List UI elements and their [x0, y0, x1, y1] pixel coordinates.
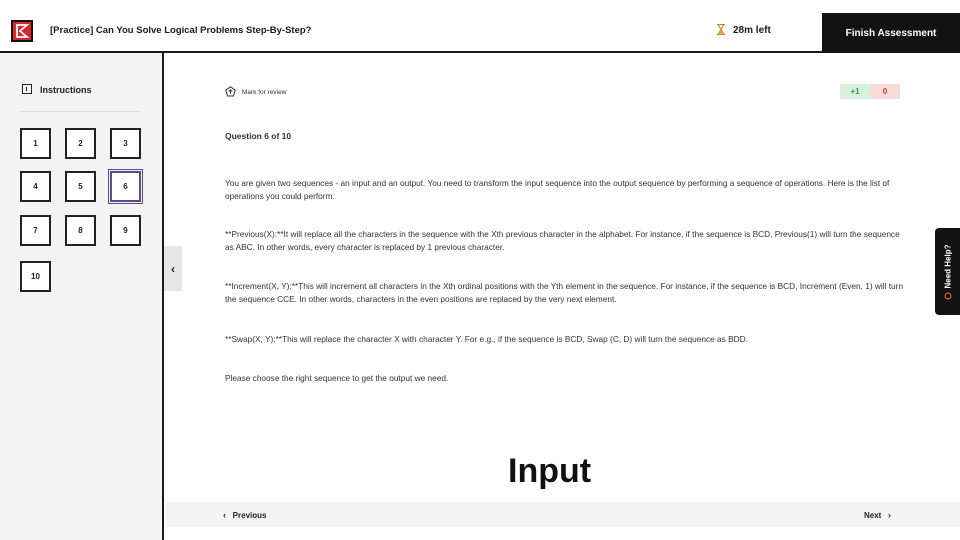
question-footer-nav [166, 502, 960, 527]
previous-label: Previous [232, 511, 267, 520]
negative-score-badge: 0 [870, 84, 900, 99]
brand-logo-icon[interactable] [11, 20, 33, 42]
question-nav-9[interactable]: 9 [110, 215, 141, 246]
chevron-right-icon: › [888, 510, 892, 520]
instructions-link[interactable] [22, 84, 92, 95]
timer-text: 28m left [733, 25, 771, 36]
previous-button[interactable] [223, 510, 266, 520]
instructions-label: Instructions [40, 85, 92, 95]
mark-for-review-button[interactable] [225, 86, 286, 97]
sidebar-divider [20, 111, 140, 112]
question-nav-1[interactable]: 1 [20, 128, 51, 159]
question-nav-7[interactable]: 7 [20, 215, 51, 246]
next-button[interactable] [864, 510, 891, 520]
time-remaining [717, 24, 771, 36]
question-nav-2[interactable]: 2 [65, 128, 96, 159]
question-sidebar [0, 53, 164, 540]
top-header [0, 0, 960, 53]
question-paragraph-prompt: Please choose the right sequence to get the output we need. [225, 373, 449, 383]
collapse-sidebar-button[interactable] [164, 246, 182, 291]
bookmark-pentagon-icon [225, 86, 236, 97]
question-nav-10[interactable]: 10 [20, 261, 51, 292]
assessment-title: [Practice] Can You Solve Logical Problems Step-By-Step? [50, 25, 312, 36]
info-icon [22, 84, 32, 94]
question-counter: Question 6 of 10 [225, 131, 292, 141]
next-label: Next [864, 511, 882, 520]
question-paragraph-swap: **Swap(X, Y):**This will replace the character X with character Y. For e.g., if the sequence is BCD, Swap (C, D) will turn the sequence as BDD. [225, 334, 748, 344]
question-nav-3[interactable]: 3 [110, 128, 141, 159]
input-heading: Input [508, 452, 592, 490]
need-help-label: Need Help? [943, 243, 952, 289]
chevron-left-icon: ‹ [171, 261, 175, 276]
mark-for-review-label: Mark for review [242, 89, 287, 96]
question-paragraph-previous: **Previous(X):**It will replace all the characters in the sequence with the Xth previous character in the alphabet. For instance, if the sequence is BCD, Previous(1) will turn the sequence as ABC. In other words, every character is replaced by 1 previous character. [225, 229, 900, 252]
need-help-button[interactable] [935, 228, 960, 315]
question-paragraph-intro: You are given two sequences - an input and an output. You need to transform the input sequence into the output sequence by performing a sequence of operations. Here is the list of operations you could perform. [225, 178, 890, 201]
question-nav-4[interactable]: 4 [20, 171, 51, 202]
finish-assessment-button[interactable]: Finish Assessment [822, 13, 960, 53]
question-nav-6-active[interactable]: 6 [110, 171, 141, 202]
question-nav-8[interactable]: 8 [65, 215, 96, 246]
question-paragraph-increment: **Increment(X, Y):**This will increment all characters in the Xth ordinal positions with the Yth element in the sequence. For instance, if the sequence is BCD, Increment (Even, 1) will turn the sequence CCE. In other words, characters in the even positions are replaced by the very next element. [225, 281, 904, 304]
chevron-left-icon: ‹ [223, 510, 226, 520]
question-nav-5[interactable]: 5 [65, 171, 96, 202]
hourglass-icon [717, 24, 725, 35]
positive-score-badge: +1 [840, 84, 870, 99]
help-lifebuoy-icon [944, 292, 951, 299]
